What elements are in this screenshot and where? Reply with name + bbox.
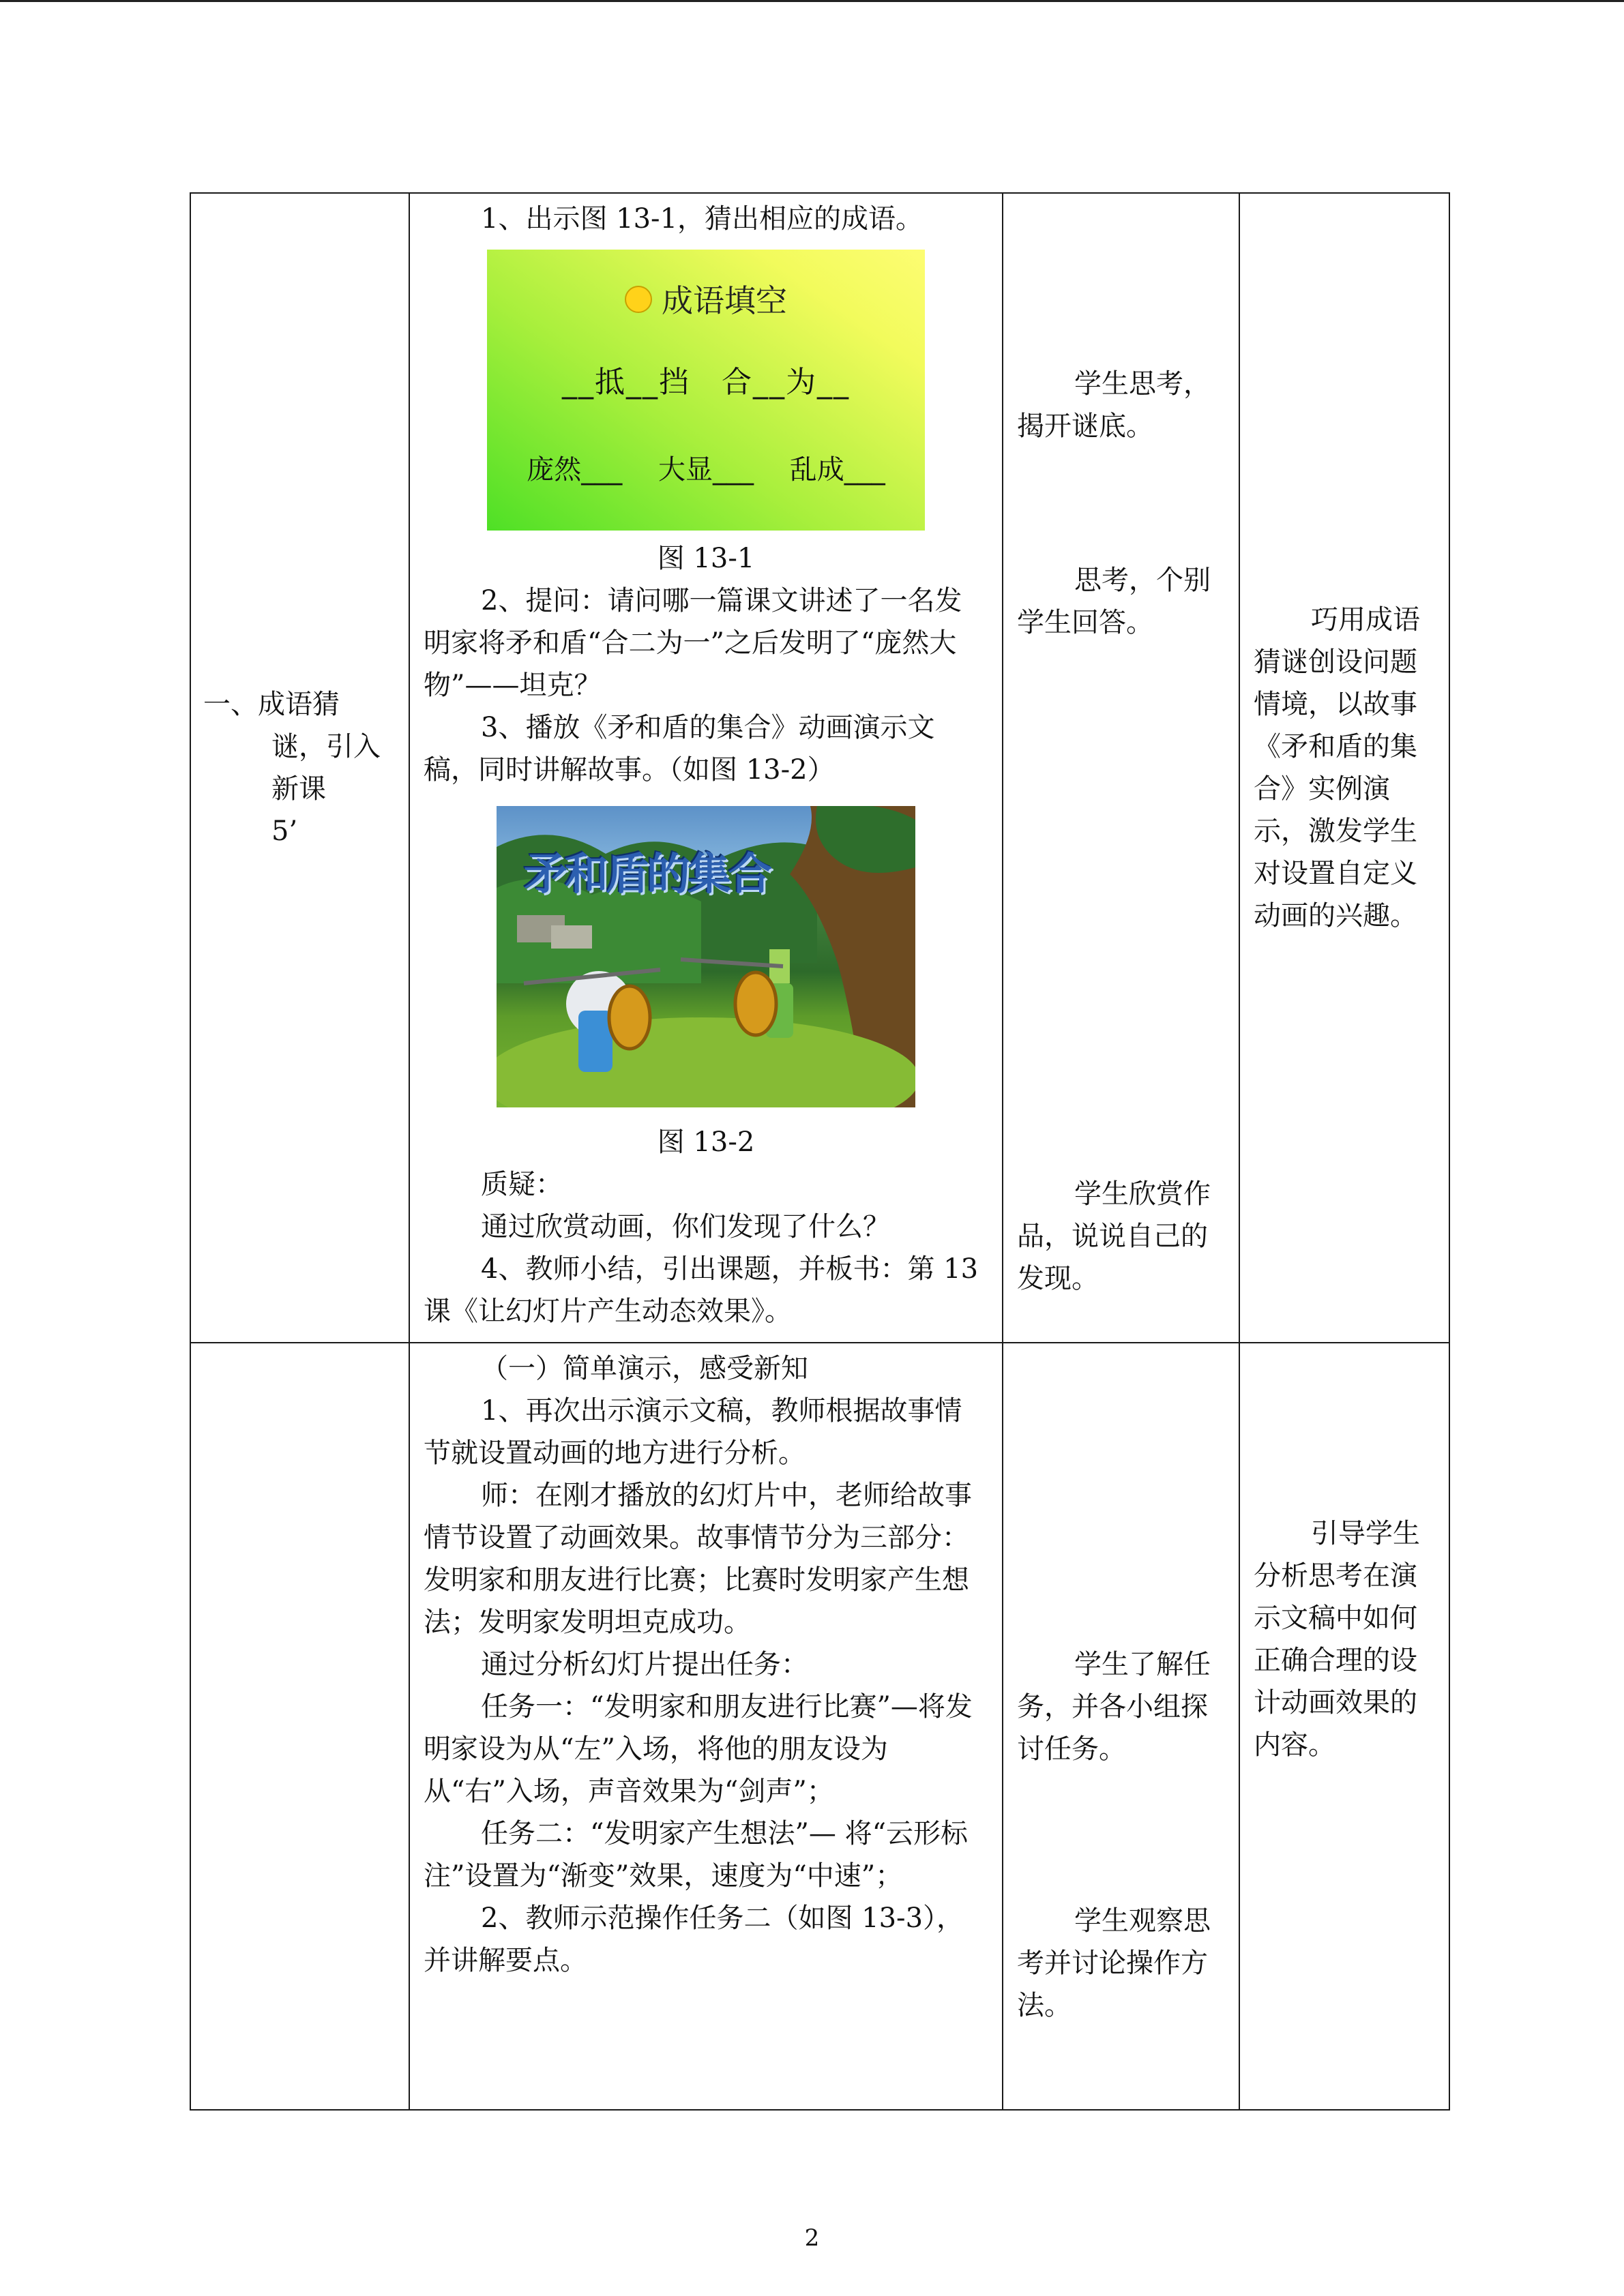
- table-row-new-lesson: [190, 1343, 1449, 2110]
- top-border-line: [0, 0, 1624, 2]
- page-number: 2: [804, 2224, 820, 2252]
- lesson-plan-table: [190, 192, 1450, 2111]
- student-activity-cell-new-lesson: [1003, 1343, 1239, 2110]
- question-text: 通过欣赏动画，你们发现了什么？: [481, 1211, 890, 1242]
- teacher-paragraph-3: 通过分析幻灯片提出任务：: [481, 1649, 808, 1680]
- figure-13-1-idiom-fill: [487, 250, 925, 531]
- design-intent-cell-new-lesson: [1239, 1343, 1449, 2110]
- figure-13-1-caption: 图 13-1: [657, 543, 755, 574]
- teacher-activity-cell-intro: [409, 193, 1003, 1343]
- step1-text: 1、出示图 13-1，猜出相应的成语。: [481, 203, 924, 235]
- step3-text: 3、播放《矛和盾的集合》动画演示文稿，同时讲解故事。（如图 13-2）: [424, 712, 935, 786]
- lesson-plan-table-container: [190, 192, 1449, 2111]
- design-intent-intro: 巧用成语猜谜创设问题情境，以故事《矛和盾的集合》实例演示，激发学生对设置自定义动画的兴趣。: [1254, 604, 1420, 931]
- figure-13-2-caption: 图 13-2: [657, 1127, 755, 1158]
- teacher-paragraph-6: 2、教师示范操作任务二（如图 13-3），并讲解要点。: [424, 1903, 964, 1976]
- stage-title-line1: 一、成语猜: [203, 689, 340, 720]
- student-activity-cell-intro: [1003, 193, 1239, 1343]
- fig1-idiom-line1: __抵__挡 合__为__: [562, 365, 850, 400]
- section-heading: （一）简单演示，感受新知: [481, 1353, 808, 1384]
- student-response-4: 学生了解任务，并各小组探讨任务。: [1017, 1649, 1211, 1765]
- teacher-paragraph-1: 1、再次出示演示文稿，教师根据故事情节就设置动画的地方进行分析。: [424, 1395, 962, 1469]
- student-response-3: 学生欣赏作品，说说自己的发现。: [1017, 1178, 1211, 1294]
- teacher-activity-cell-new-lesson: [409, 1343, 1003, 2110]
- fig1-idiom-line2: 庞然___ 大显___ 乱成___: [527, 454, 885, 486]
- stage-time: 5’: [271, 816, 298, 847]
- stage-title-line2: 谜，引入: [271, 731, 381, 762]
- stage-cell-new-lesson: [190, 1343, 409, 2110]
- teacher-paragraph-2: 师：在刚才播放的幻灯片中，老师给故事情节设置了动画效果。故事情节分为三部分：发明家和朋友进行比赛；比赛时发明家产生想法；发明家发明坦克成功。: [424, 1480, 972, 1638]
- fig1-title: 成语填空: [662, 282, 787, 319]
- design-intent-cell-intro: [1239, 193, 1449, 1343]
- step4-text: 4、教师小结，引出课题，并板书：第 13 课《让幻灯片产生动态效果》。: [424, 1253, 979, 1327]
- stage-title-line3: 新课: [271, 773, 326, 805]
- smiley-icon: [625, 286, 652, 313]
- step2-text: 2、提问：请问哪一篇课文讲述了一名发明家将矛和盾“合二为一”之后发明了“庞然大物”——坦克？: [424, 585, 962, 701]
- figure-13-2-animation-still: [497, 806, 915, 1107]
- student-response-5: 学生观察思考并讨论操作方法。: [1017, 1905, 1211, 2021]
- student-response-1: 学生思考，揭开谜底。: [1017, 368, 1211, 442]
- task-one-text: 任务一：“发明家和朋友进行比赛”—将发明家设为从“左”入场，将他的朋友设为从“右”入场，声音效果为“剑声”；: [424, 1691, 973, 1807]
- stage-cell-intro: [190, 193, 409, 1343]
- fig2-title-text: 矛和盾的集合: [524, 850, 769, 900]
- task-two-text: 任务二：“发明家产生想法”— 将“云形标注”设置为“渐变”效果，速度为“中速”；: [424, 1818, 969, 1892]
- design-intent-new-lesson: 引导学生分析思考在演示文稿中如何正确合理的设计动画效果的内容。: [1254, 1518, 1420, 1761]
- student-response-2: 思考，个别学生回答。: [1017, 565, 1211, 638]
- question-label: 质疑：: [481, 1169, 563, 1200]
- table-row-intro: [190, 193, 1449, 1343]
